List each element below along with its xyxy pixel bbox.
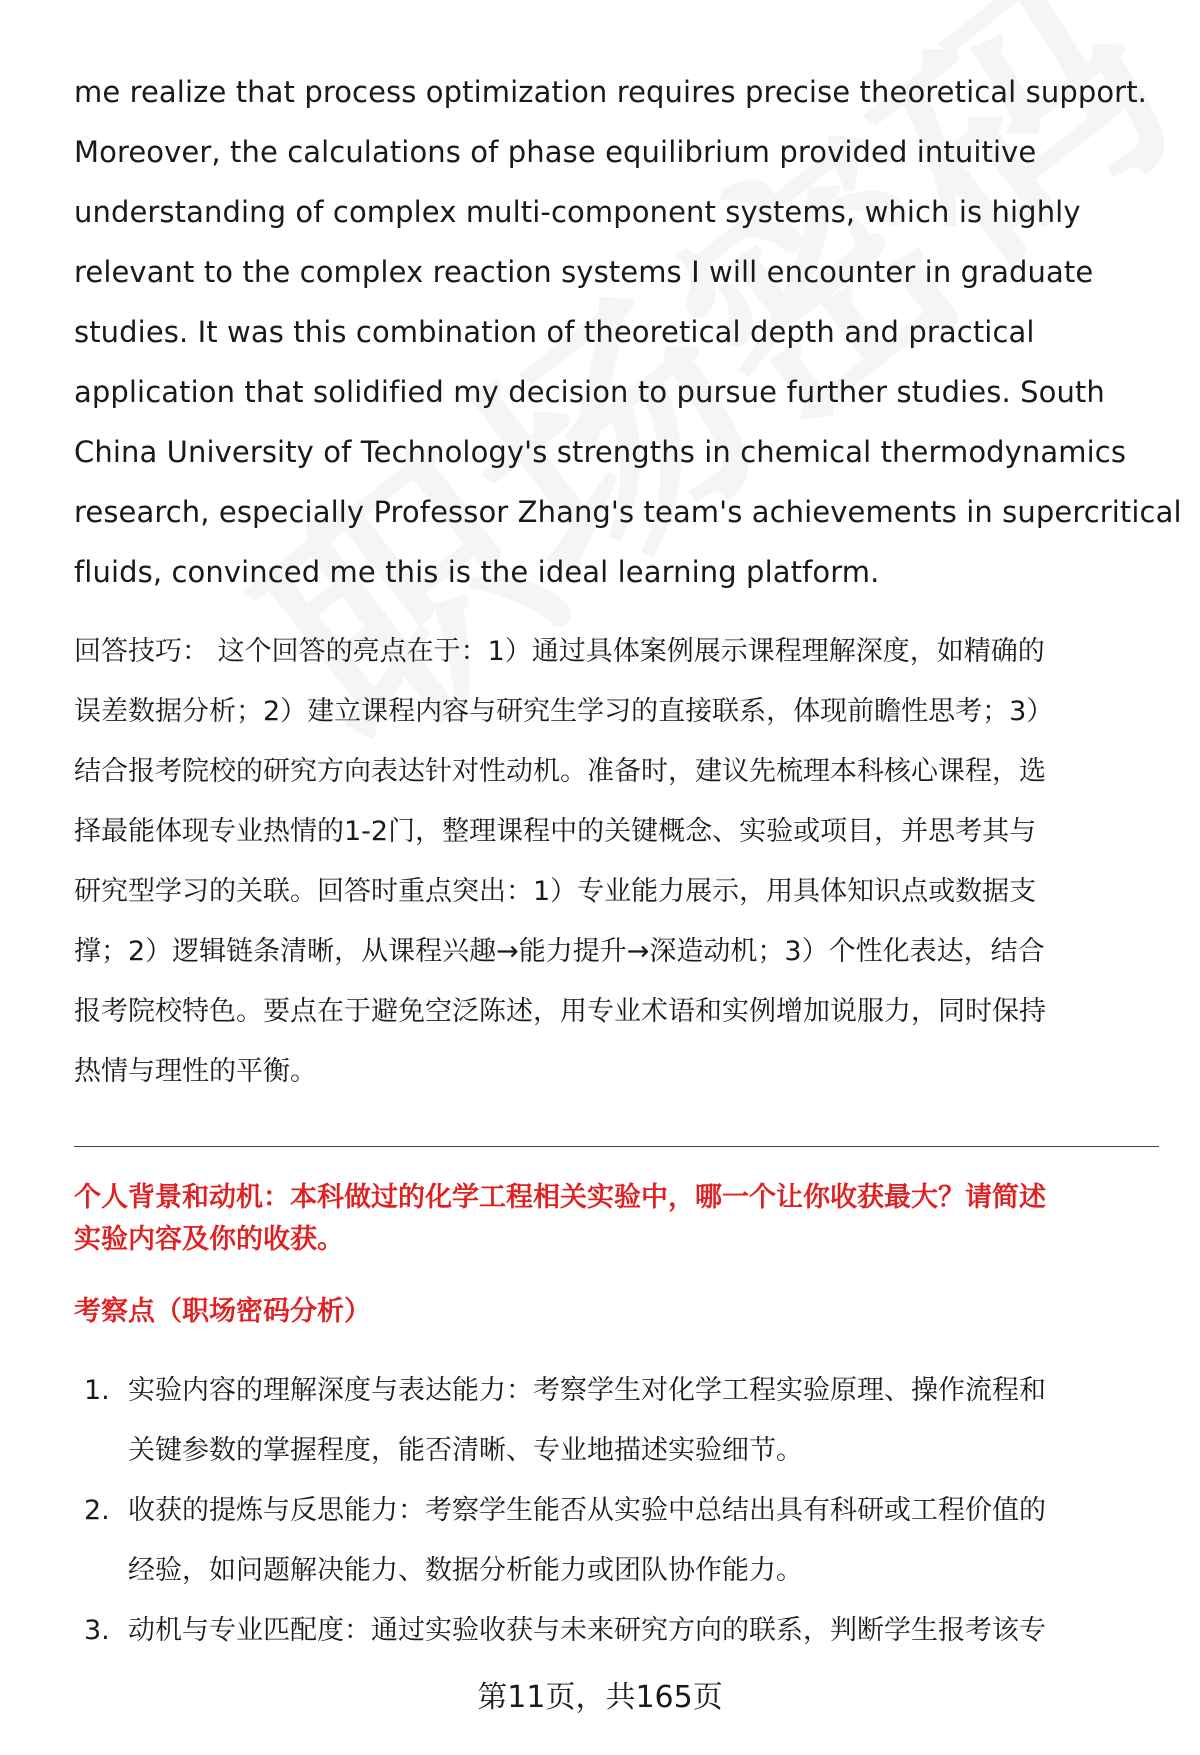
section-title: 考察点（职场密码分析） — [74, 1296, 371, 1327]
text-line: 关键参数的掌握程度，能否清晰、专业地描述实验细节。 — [128, 1435, 803, 1466]
page-content — [74, 62, 1182, 1661]
list-item — [74, 1601, 1159, 1661]
text-line: 收获的提炼与反思能力：考察学生能否从实验中总结出具有科研或工程价值的 — [128, 1495, 1046, 1526]
page-number-footer: 第11页，共165页 — [477, 1680, 723, 1715]
list-item — [74, 1481, 1159, 1601]
text-line: me realize that process optimization requires precise theoretical support. — [74, 75, 1147, 109]
list-item — [74, 1361, 1159, 1481]
text-line: 研究型学习的关联。回答时重点突出：1）专业能力展示，用具体知识点或数据支 — [74, 876, 1037, 907]
text-line: understanding of complex multi-component systems, which is highly — [74, 195, 1081, 229]
assessment-points-list — [74, 1361, 1159, 1661]
text-line: 动机与专业匹配度：通过实验收获与未来研究方向的联系，判断学生报考该专 — [128, 1615, 1046, 1646]
question-line: 个人背景和动机：本科做过的化学工程相关实验中，哪一个让你收获最大？请简述 — [74, 1182, 1046, 1213]
text-line: 误差数据分析；2）建立课程内容与研究生学习的直接联系，体现前瞻性思考；3） — [74, 696, 1054, 727]
text-line: research, especially Professor Zhang's team's achievements in supercritical — [74, 495, 1182, 529]
text-line: 经验，如问题解决能力、数据分析能力或团队协作能力。 — [128, 1555, 803, 1586]
text-line: 报考院校特色。要点在于避免空泛陈述，用专业术语和实例增加说服力，同时保持 — [74, 996, 1046, 1027]
list-number: 1. — [84, 1375, 110, 1406]
list-number: 2. — [84, 1495, 110, 1526]
answer-tips-paragraph — [74, 622, 1159, 1102]
text-line: 结合报考院校的研究方向表达针对性动机。准备时，建议先梳理本科核心课程，选 — [74, 756, 1046, 787]
interview-question — [74, 1177, 1159, 1261]
text-line: 实验内容的理解深度与表达能力：考察学生对化学工程实验原理、操作流程和 — [128, 1375, 1046, 1406]
section-divider — [74, 1146, 1159, 1147]
text-line: 回答技巧： 这个回答的亮点在于：1）通过具体案例展示课程理解深度，如精确的 — [74, 636, 1045, 667]
text-line: application that solidified my decision to pursue further studies. South — [74, 375, 1105, 409]
text-line: 择最能体现专业热情的1-2门，整理课程中的关键概念、实验或项目，并思考其与 — [74, 816, 1037, 847]
text-line: China University of Technology's strengths in chemical thermodynamics — [74, 435, 1127, 469]
text-line: studies. It was this combination of theoretical depth and practical — [74, 315, 1035, 349]
question-line: 实验内容及你的收获。 — [74, 1224, 344, 1255]
text-line: 热情与理性的平衡。 — [74, 1056, 317, 1087]
text-line: relevant to the complex reaction systems I will encounter in graduate — [74, 255, 1094, 289]
text-line: fluids, convinced me this is the ideal learning platform. — [74, 555, 880, 589]
text-line: 撑；2）逻辑链条清晰，从课程兴趣→能力提升→深造动机；3）个性化表达，结合 — [74, 936, 1045, 967]
text-line: Moreover, the calculations of phase equilibrium provided intuitive — [74, 135, 1037, 169]
english-answer-paragraph — [74, 62, 1182, 602]
list-number: 3. — [84, 1615, 110, 1646]
